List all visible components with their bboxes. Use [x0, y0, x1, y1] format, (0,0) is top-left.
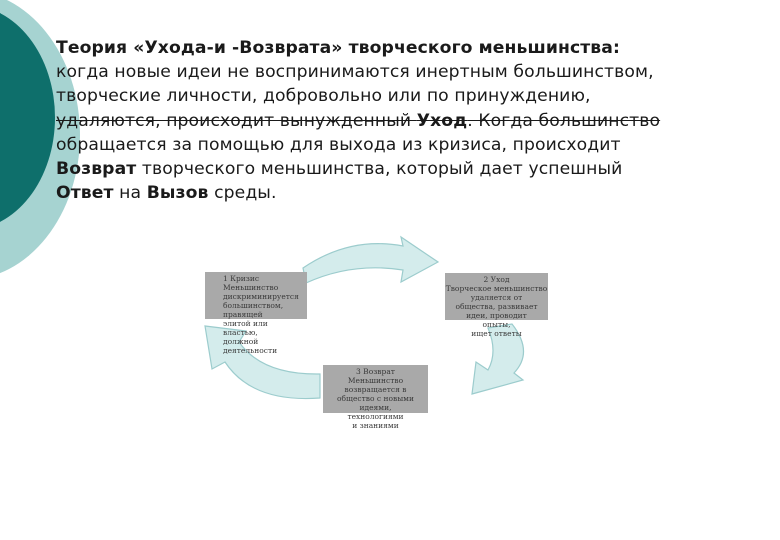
stage-box-title: 3 Возврат	[356, 367, 395, 376]
stage-box-line: Меньшинство	[223, 283, 279, 292]
text-line-3: творческие личности, добровольно или по принуждению,	[56, 86, 591, 107]
term-return: Возврат	[56, 159, 137, 180]
stage-box-line: должной	[223, 337, 259, 346]
stage-box-line: правящей	[223, 310, 263, 319]
stage-box-line: идеи, проводит	[466, 311, 527, 320]
stage-box-line: Творческое меньшинство	[445, 284, 548, 293]
stage-box-line: ищет ответы	[471, 329, 522, 338]
stage-box-line: Меньшинство	[347, 376, 404, 385]
text-line-4-post: . Когда большинство	[467, 110, 661, 131]
arrow-crisis-to-withdrawal	[303, 237, 438, 283]
stage-box-line: опыты,	[482, 320, 511, 329]
term-response: Ответ	[56, 183, 114, 204]
text-line-4-pre: удаляются, происходит вынужденный	[56, 110, 417, 131]
stage-box-line: большинством,	[223, 301, 284, 310]
text-line-7-mid: на	[113, 183, 147, 204]
stage-box-line: и знаниями	[352, 421, 399, 430]
stage-box-withdrawal	[445, 273, 548, 338]
stage-box-line: идеями,	[359, 403, 392, 412]
stage-box-line: элитой или	[223, 319, 268, 328]
stage-box-return	[323, 365, 428, 430]
text-line-7-post: среды.	[208, 183, 277, 204]
term-challenge: Вызов	[146, 183, 209, 204]
stage-box-line: властью,	[223, 328, 258, 337]
stage-box-line: удаляется от	[470, 293, 523, 302]
stage-box-line: общества, развивает	[455, 302, 538, 311]
text-line-5: обращается за помощью для выхода из кризиса, происходит	[56, 134, 621, 155]
stage-box-line: дискриминируется	[223, 292, 299, 301]
stage-box-line: общество с новыми	[336, 394, 415, 403]
stage-box-title: 2 Уход	[483, 275, 510, 284]
stage-box-line: технологиями	[347, 412, 404, 421]
stage-box-crisis	[205, 272, 307, 355]
text-line-6-post: творческого меньшинства, который дает успешный	[136, 159, 623, 180]
term-withdrawal: Уход	[416, 110, 468, 131]
stage-box-title: 1 Кризис	[223, 274, 260, 283]
slide-heading: Теория «Ухода-и -Возврата» творческого меньшинства:	[56, 38, 620, 58]
text-line-2: когда новые идеи не воспринимаются инертным большинством,	[56, 62, 654, 83]
stage-box-line: возвращается в	[344, 385, 407, 394]
stage-box-line: деятельности	[223, 346, 278, 355]
